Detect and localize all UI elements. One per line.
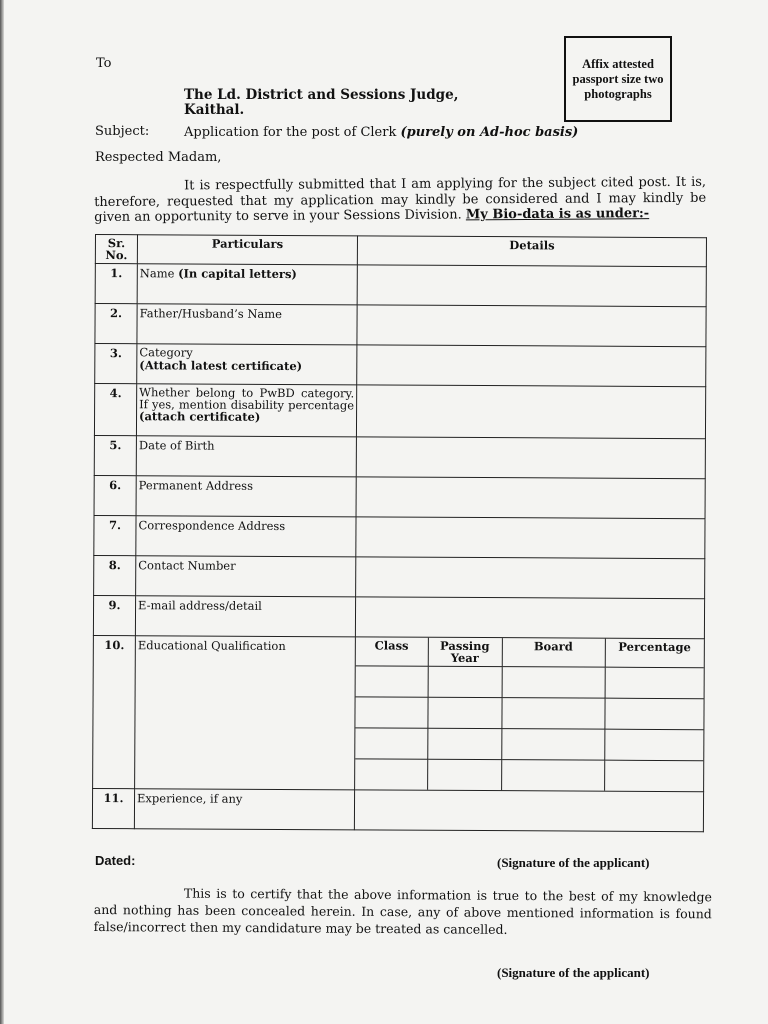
table-row	[95, 344, 706, 387]
table-header-row	[95, 235, 706, 267]
row-label: Contact Number	[136, 556, 356, 597]
addressee-line2: Kaithal.	[184, 102, 245, 118]
row-label: Father/Husband’s Name	[137, 304, 357, 345]
certificate-paragraph: This is to certify that the above information is true to the best of my knowledge and nothing has been concealed herein. In case, any of above mentioned information is found false/incorrect then my candidature may be treated as cancelled.	[93, 885, 712, 937]
row-detail-field[interactable]	[356, 437, 705, 479]
row-label: Date of Birth	[136, 436, 356, 477]
biodata-table	[92, 234, 707, 832]
table-row	[94, 435, 705, 478]
edu-cell[interactable]	[355, 728, 427, 759]
edu-cell[interactable]	[501, 760, 604, 791]
row-sr: 1.	[95, 264, 137, 304]
row-detail-field[interactable]	[356, 385, 705, 439]
edu-cell[interactable]	[501, 729, 604, 761]
row-label: Correspondence Address	[136, 516, 356, 557]
row-label: Experience, if any	[134, 789, 354, 830]
addressee-line1: The Ld. District and Sessions Judge,	[184, 87, 459, 103]
dated-label: Dated:	[95, 853, 136, 868]
row-label: Whether belong to PwBD category. If yes, mention disability percentage (attach certificate)	[136, 384, 356, 437]
row-detail-field[interactable]	[357, 345, 706, 387]
salutation: Respected Madam,	[95, 150, 222, 165]
signature-label: (Signature of the applicant)	[497, 855, 650, 870]
row-label: Name (In capital letters)	[137, 264, 357, 305]
subject-emphasis: (purely on Ad-hoc basis)	[400, 125, 579, 140]
education-row	[355, 728, 703, 761]
table-row	[94, 475, 705, 518]
table-row	[93, 595, 704, 638]
page-edge	[0, 0, 4, 1024]
edu-cell[interactable]	[604, 760, 703, 791]
row-label: Category (Attach latest certificate)	[137, 344, 357, 385]
education-cell	[355, 637, 705, 792]
table-row	[93, 635, 705, 791]
intro-paragraph	[94, 175, 706, 226]
intro-text: It is respectfully submitted that I am applying for the subject cited post. It is, therefore, requested that my application may kindly be considered and I may kindly be given an opportunity to serve in your Sessions Division.	[94, 174, 707, 225]
row-label: Educational Qualification	[135, 636, 356, 790]
edu-header-board: Board	[502, 638, 605, 667]
edu-cell[interactable]	[604, 729, 703, 761]
row-sr: 9.	[93, 595, 135, 635]
row-detail-field[interactable]	[354, 790, 703, 832]
signature-label-2: (Signature of the applicant)	[497, 965, 650, 980]
edu-cell[interactable]	[502, 667, 605, 699]
edu-cell[interactable]	[355, 697, 427, 728]
education-row	[355, 759, 703, 791]
row-detail-field[interactable]	[356, 557, 705, 599]
education-table	[355, 637, 704, 791]
edu-cell[interactable]	[605, 667, 704, 699]
intro-underlined: My Bio-data is as under:-	[465, 206, 650, 223]
table-row	[94, 515, 705, 558]
row-detail-field[interactable]	[356, 517, 705, 559]
table-row	[94, 384, 705, 439]
edu-header-passing-year: Passing Year	[428, 638, 502, 667]
edu-cell[interactable]	[427, 728, 501, 759]
edu-cell[interactable]	[604, 698, 703, 730]
edu-cell[interactable]	[355, 759, 427, 790]
edu-cell[interactable]	[427, 759, 501, 790]
subject-label: Subject:	[95, 124, 150, 139]
row-sr: 5.	[94, 435, 136, 475]
header-particulars: Particulars	[137, 235, 357, 265]
education-row	[356, 666, 704, 699]
row-sr: 4.	[94, 384, 136, 436]
subject-main: Application for the post of Clerk	[184, 125, 401, 140]
row-sr: 3.	[95, 344, 137, 384]
header-details: Details	[357, 236, 706, 267]
subject-text	[184, 125, 578, 140]
row-detail-field[interactable]	[356, 477, 705, 519]
photo-box-text: Affix attested passport size two photographs	[572, 56, 664, 101]
header-sr: Sr. No.	[95, 235, 137, 264]
row-sr: 10.	[93, 635, 136, 788]
table-row	[95, 264, 706, 307]
table-row	[94, 555, 705, 598]
table-row	[92, 788, 703, 831]
edu-cell[interactable]	[356, 666, 428, 697]
row-sr: 11.	[92, 788, 134, 828]
to-label: To	[96, 56, 112, 71]
photo-box	[564, 36, 672, 122]
row-sr: 8.	[94, 555, 136, 595]
row-sr: 2.	[95, 304, 137, 344]
edu-cell[interactable]	[501, 698, 604, 730]
row-label: Permanent Address	[136, 476, 356, 517]
addressee	[184, 88, 458, 118]
edu-cell[interactable]	[427, 697, 501, 728]
row-sr: 7.	[94, 515, 136, 555]
edu-header-class: Class	[356, 637, 428, 666]
row-label: E-mail address/detail	[135, 596, 355, 637]
education-header-row	[356, 637, 704, 667]
edu-header-percentage: Percentage	[605, 639, 704, 668]
row-detail-field[interactable]	[355, 597, 704, 639]
row-detail-field[interactable]	[357, 265, 706, 307]
edu-cell[interactable]	[428, 666, 502, 697]
education-row	[355, 697, 703, 730]
row-sr: 6.	[94, 475, 136, 515]
row-detail-field[interactable]	[357, 305, 706, 347]
table-row	[95, 304, 706, 347]
